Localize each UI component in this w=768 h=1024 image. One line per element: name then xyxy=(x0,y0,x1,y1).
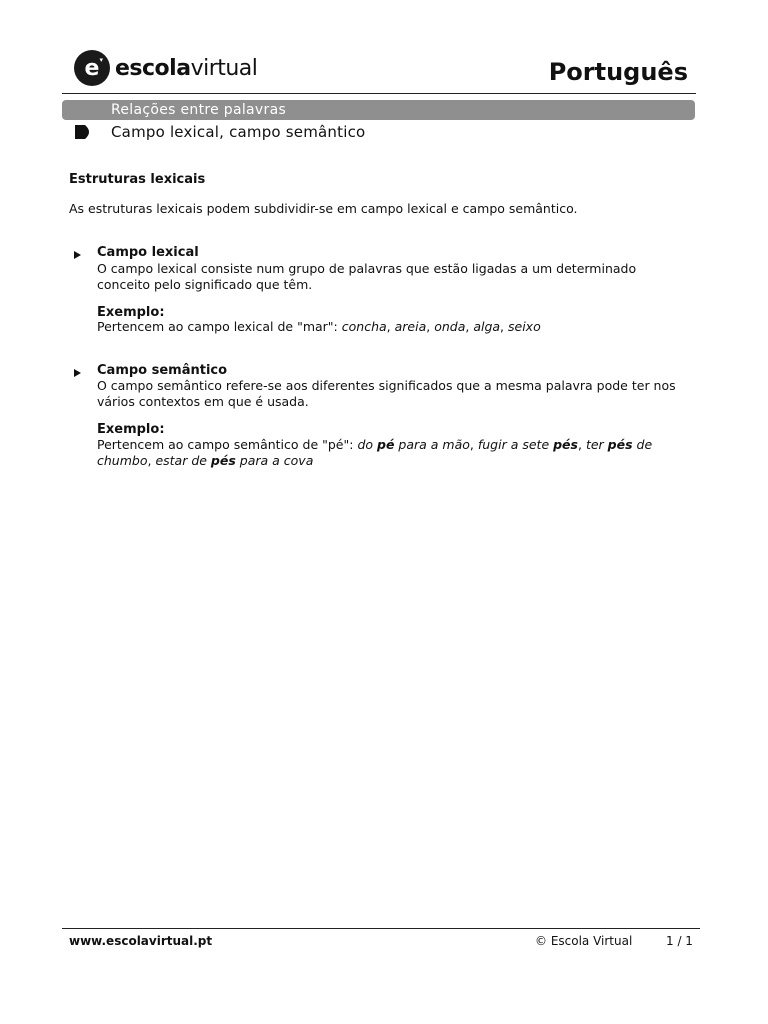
phrase-part: ter xyxy=(585,437,608,452)
body-line: conceito pelo significado que têm. xyxy=(97,277,313,292)
footer-url-link[interactable]: www.escolavirtual.pt xyxy=(69,934,213,948)
phrase-part: chumbo xyxy=(97,453,148,468)
phrase-part: estar de xyxy=(155,453,211,468)
phrase-part: para a mão xyxy=(394,437,470,452)
example-phrase xyxy=(155,453,313,468)
phrase-part: de xyxy=(632,437,653,452)
logo-dots-icon: ▾ xyxy=(99,56,104,64)
logo-bold-text: escola xyxy=(115,55,191,81)
example-prefix: Pertencem ao campo semântico de "pé": xyxy=(97,437,358,452)
subtopic-title: Campo lexical, campo semântico xyxy=(111,123,366,141)
body-line: vários contextos em que é usada. xyxy=(97,394,309,409)
escola-virtual-logo xyxy=(74,50,257,86)
footer-divider xyxy=(62,928,700,929)
example-label: Exemplo: xyxy=(97,422,165,437)
phrase-part: do xyxy=(357,437,377,452)
example-word: seixo xyxy=(508,319,541,334)
example-separator: , xyxy=(386,319,395,334)
footer-copyright: © Escola Virtual xyxy=(535,934,633,948)
example-word: concha xyxy=(341,319,387,334)
example-separator: , xyxy=(577,437,586,452)
example-phrase xyxy=(478,437,578,452)
example-separator: , xyxy=(465,319,474,334)
phrase-keyword: pés xyxy=(553,437,578,452)
example-separator: , xyxy=(147,453,156,468)
bullet-icon xyxy=(74,369,81,377)
phrase-keyword: pé xyxy=(377,437,395,452)
example-prefix: Pertencem ao campo lexical de "mar": xyxy=(97,319,342,334)
subject-title: Português xyxy=(548,58,688,86)
logo-mark-icon xyxy=(74,50,110,86)
example-line xyxy=(97,437,702,453)
example-separator: , xyxy=(469,437,478,452)
header-divider xyxy=(62,93,696,94)
phrase-part: fugir a sete xyxy=(477,437,554,452)
section-title: Estruturas lexicais xyxy=(69,172,206,187)
example-separator: , xyxy=(500,319,508,334)
item-title-campo-lexical: Campo lexical xyxy=(97,245,199,260)
item-body-campo-lexical xyxy=(97,261,702,293)
item-title-campo-semantico: Campo semântico xyxy=(97,363,228,378)
body-line: O campo lexical consiste num grupo de palavras que estão ligadas a um determinado xyxy=(97,261,637,276)
logo-mark-letter: e xyxy=(84,55,100,81)
logo-light-text: virtual xyxy=(190,55,258,81)
example-phrase xyxy=(586,437,652,452)
logo-wordmark xyxy=(115,56,257,81)
example-word: onda xyxy=(434,319,466,334)
intro-paragraph: As estruturas lexicais podem subdividir-se em campo lexical e campo semântico. xyxy=(69,201,578,216)
topic-title: Relações entre palavras xyxy=(111,102,287,118)
example-line xyxy=(97,453,702,469)
body-line: O campo semântico refere-se aos diferentes significados que a mesma palavra pode ter nos xyxy=(97,378,676,393)
page-number: 1 / 1 xyxy=(666,934,693,948)
example-label: Exemplo: xyxy=(97,305,165,320)
example-campo-semantico xyxy=(97,437,702,469)
example-separator: , xyxy=(426,319,435,334)
example-phrase xyxy=(357,437,469,452)
phrase-part: para a cova xyxy=(235,453,314,468)
example-word: areia xyxy=(394,319,427,334)
item-body-campo-semantico xyxy=(97,378,702,410)
example-word: alga xyxy=(473,319,501,334)
bullet-icon xyxy=(74,251,81,259)
example-campo-lexical xyxy=(97,319,702,335)
example-phrase xyxy=(97,453,147,468)
phrase-keyword: pés xyxy=(210,453,236,468)
subtopic-arrow-icon xyxy=(74,124,94,140)
phrase-keyword: pés xyxy=(607,437,633,452)
